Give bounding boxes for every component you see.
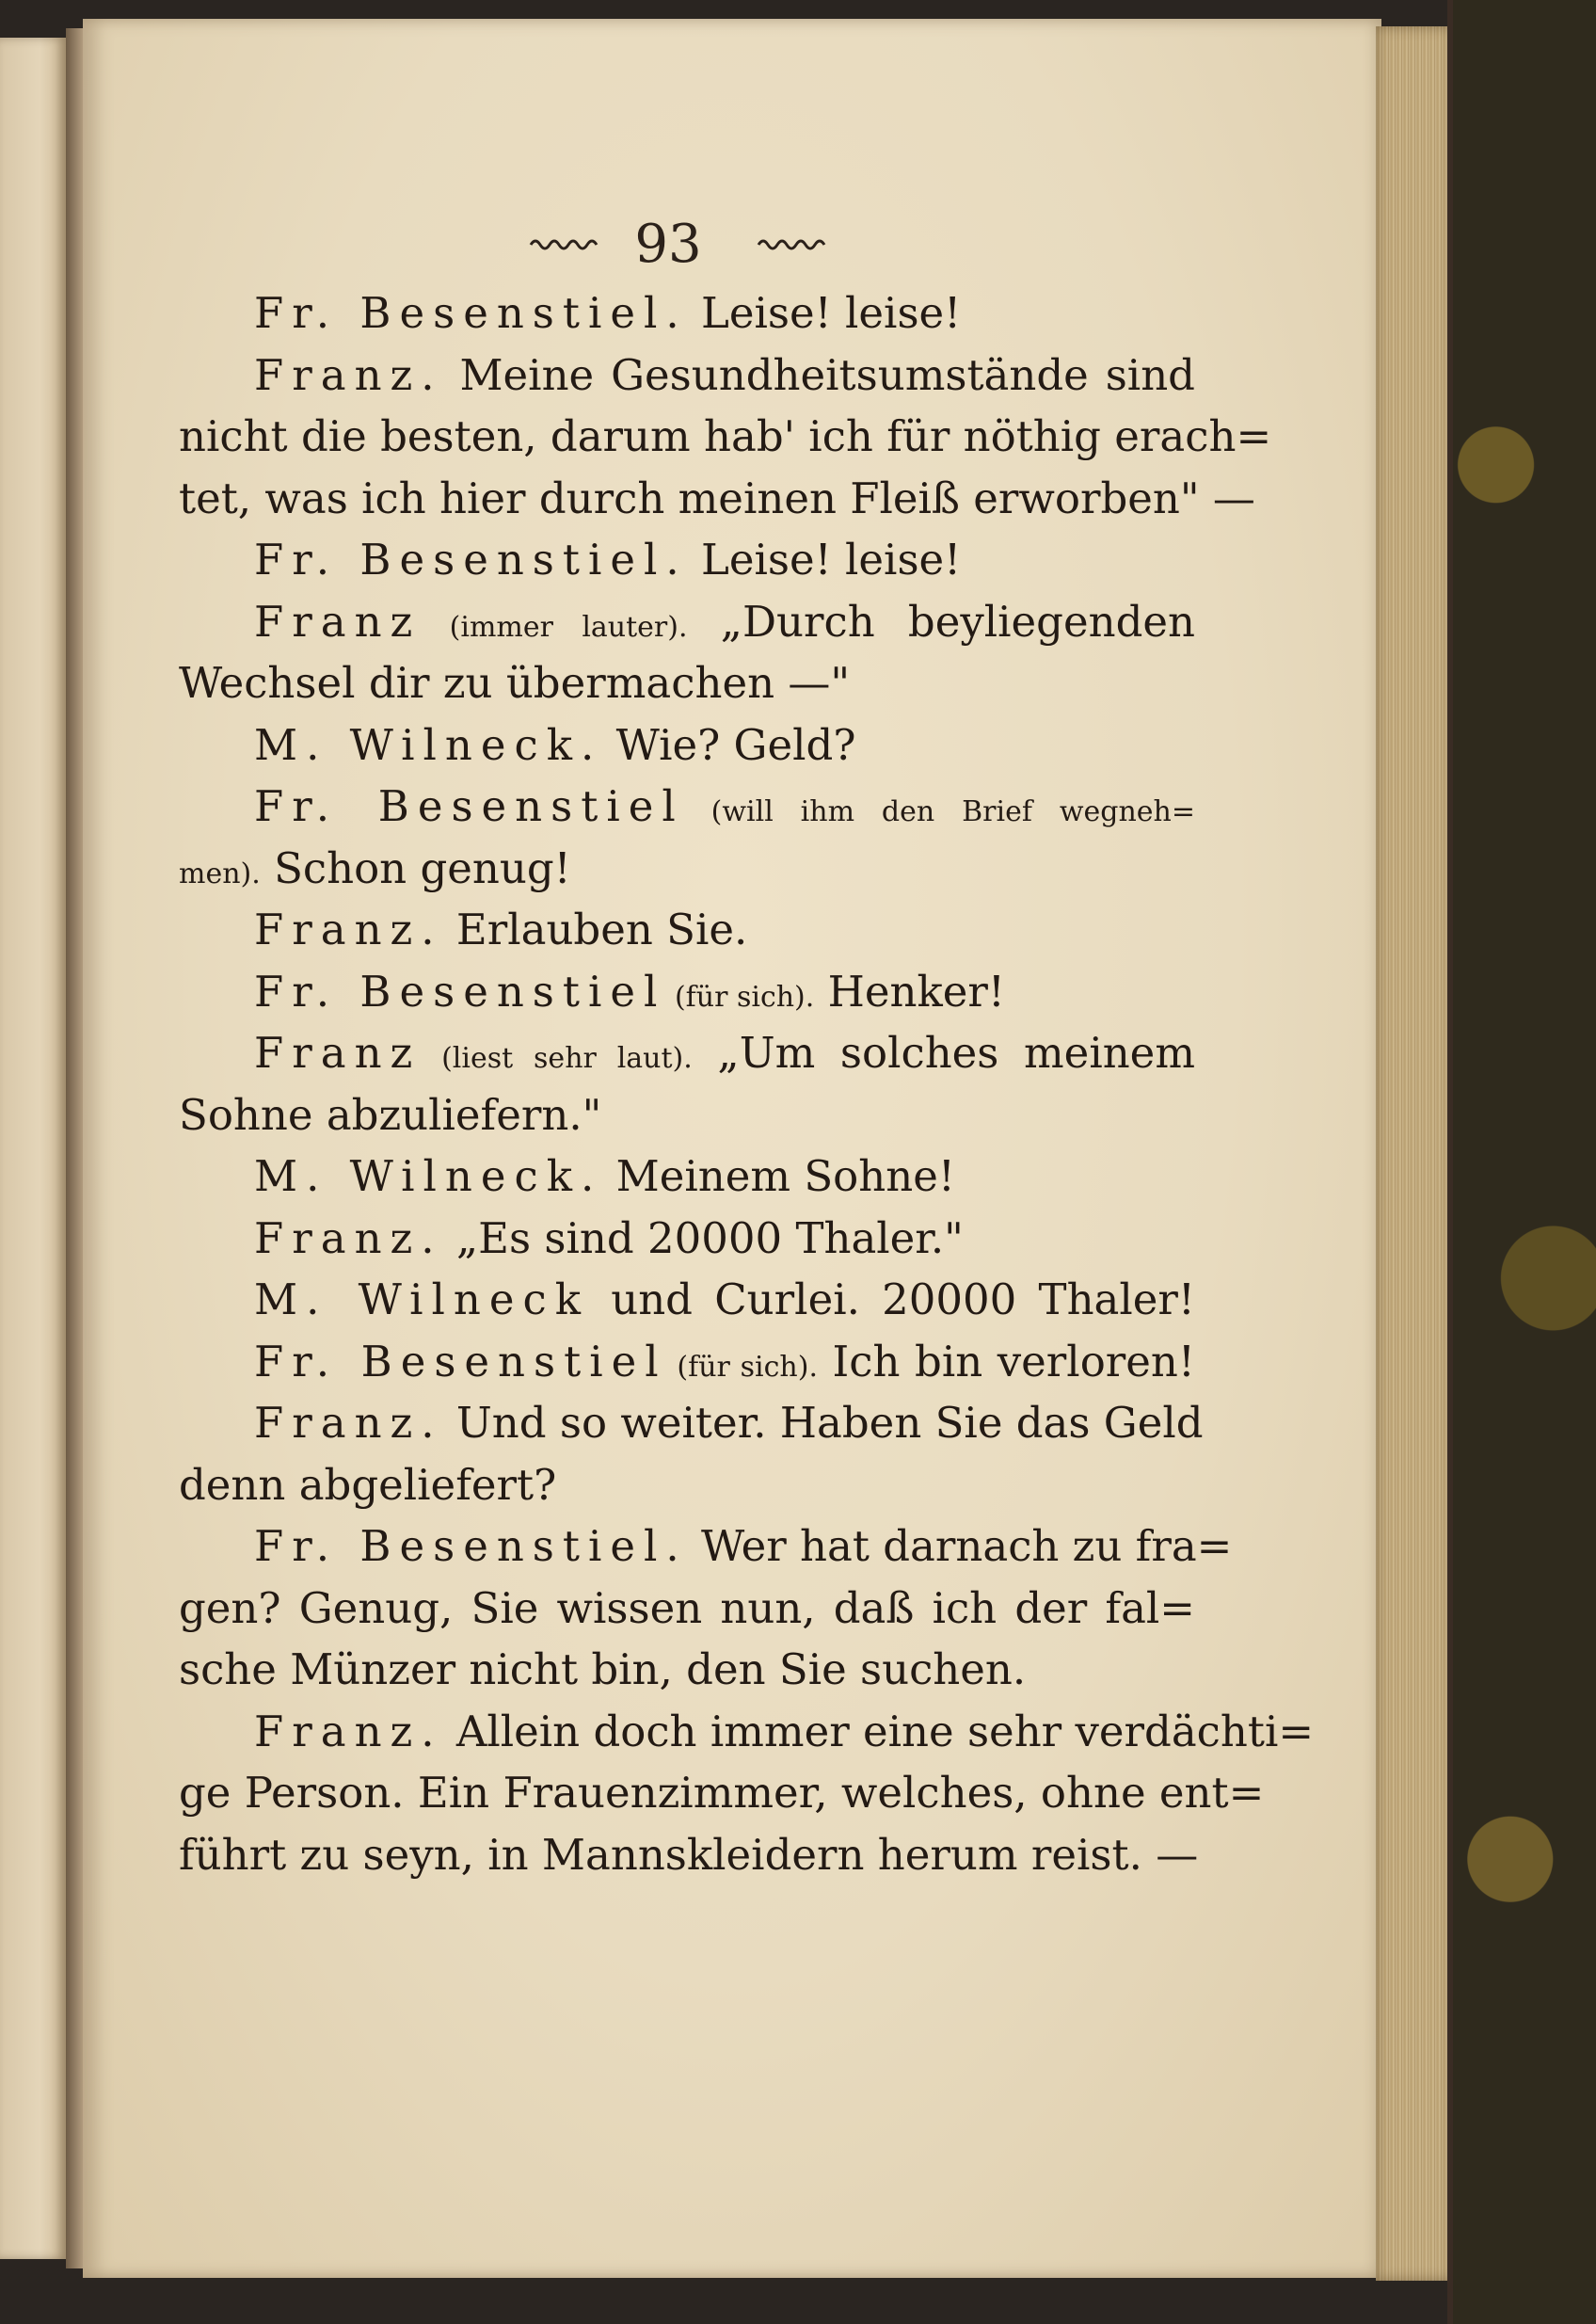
text-line: [179, 529, 1195, 591]
line-text: Wechsel dir zu übermachen —": [179, 658, 851, 708]
speaker-name: Franz.: [254, 1212, 443, 1263]
speaker-name: Franz.: [254, 905, 443, 954]
book-gutter: [66, 28, 85, 2268]
line-text: tet, was ich hier durch meinen Fleiß erworben" —: [179, 473, 1255, 523]
line-text: Wie? Geld?: [602, 719, 856, 770]
text-line: [179, 1022, 1195, 1084]
text-line: [179, 1515, 1233, 1578]
text-line: [179, 776, 1195, 838]
ornament-wave-right: [757, 233, 832, 252]
speaker-name: M. Wilneck: [254, 1274, 589, 1324]
speaker-name: Franz: [254, 1028, 422, 1078]
line-text: Leise! leise!: [687, 288, 962, 338]
line-text: denn abgeliefert?: [179, 1459, 557, 1510]
stage-direction: (für sich).: [666, 1350, 818, 1384]
text-line: [179, 1578, 1195, 1640]
speaker-name: Franz: [254, 596, 422, 647]
speaker-name: Fr. Besenstiel: [254, 781, 684, 831]
text-line: [179, 1331, 1195, 1393]
stage-direction: (will ihm den Brief wegneh=: [683, 795, 1195, 828]
line-text: Allein doch immer eine sehr verdächti=: [442, 1706, 1315, 1756]
text-line: [179, 406, 1272, 468]
text-line: [179, 591, 1195, 653]
speaker-name: Fr. Besenstiel: [254, 966, 666, 1017]
line-text: sche Münzer nicht bin, den Sie suchen.: [179, 1644, 1027, 1694]
line-text: Meinem Sohne!: [602, 1151, 955, 1201]
speaker-name: Fr. Besenstiel: [254, 1336, 667, 1386]
text-line: [179, 838, 1195, 900]
line-text: Erlauben Sie.: [442, 905, 748, 954]
text-line: [179, 714, 1195, 777]
line-text: „Durch beyliegenden: [687, 596, 1195, 647]
text-line: [179, 345, 1195, 407]
line-text: „Es sind 20000 Thaler.": [442, 1212, 964, 1263]
speaker-name: Fr. Besenstiel.: [254, 535, 688, 585]
line-text: nicht die besten, darum hab' ich für nöthig erach=: [179, 411, 1272, 461]
stage-direction: men).: [179, 857, 261, 890]
text-line: [179, 1762, 1265, 1824]
dialogue-text: [179, 282, 1315, 1885]
text-line: [179, 282, 1195, 345]
line-text: Henker!: [814, 966, 1005, 1017]
text-line: [179, 1701, 1315, 1763]
stage-direction: (für sich).: [665, 980, 815, 1014]
text-line: [179, 652, 1195, 714]
text-line: [179, 1208, 1195, 1270]
stage-direction: (liest sehr laut).: [421, 1042, 693, 1075]
text-line: [179, 1454, 1195, 1516]
speaker-name: M. Wilneck.: [254, 719, 603, 770]
line-text: „Um solches meinem: [692, 1028, 1195, 1078]
line-text: Meine Gesundheitsumstände sind: [442, 349, 1195, 400]
line-text: und Curlei. 20000 Thaler!: [588, 1274, 1195, 1324]
page-stack-edge: [1376, 26, 1453, 2281]
text-line: [179, 1084, 1195, 1146]
page-number: 93: [634, 214, 702, 275]
speaker-name: Fr. Besenstiel.: [254, 1521, 688, 1571]
line-text: Ich bin verloren!: [818, 1336, 1195, 1386]
text-line: [179, 1639, 1195, 1701]
speaker-name: Fr. Besenstiel.: [254, 288, 688, 338]
text-line: [179, 1269, 1195, 1331]
left-page-edge: [0, 38, 66, 2259]
text-line: [179, 1392, 1204, 1454]
speaker-name: Franz.: [254, 1706, 443, 1756]
line-text: Leise! leise!: [687, 535, 962, 585]
stage-direction: (immer lauter).: [421, 610, 688, 644]
marbled-cover: [1453, 0, 1596, 2324]
speaker-name: Franz.: [254, 1398, 443, 1448]
line-text: Sohne abzuliefern.": [179, 1089, 602, 1140]
text-line: [179, 961, 1195, 1023]
line-text: Und so weiter. Haben Sie das Geld: [442, 1398, 1204, 1448]
text-line: [179, 468, 1255, 530]
text-line: [179, 1146, 1195, 1208]
line-text: Schon genug!: [260, 842, 571, 893]
line-text: Wer hat darnach zu fra=: [687, 1521, 1233, 1571]
speaker-name: M. Wilneck.: [254, 1151, 603, 1201]
speaker-name: Franz.: [254, 349, 443, 400]
line-text: ge Person. Ein Frauenzimmer, welches, ohne ent=: [179, 1768, 1265, 1818]
text-line: [179, 899, 1195, 961]
text-line: [179, 1824, 1199, 1886]
line-text: gen? Genug, Sie wissen nun, daß ich der fal=: [179, 1582, 1195, 1633]
line-text: führt zu seyn, in Mannskleidern herum reist. —: [179, 1829, 1199, 1880]
